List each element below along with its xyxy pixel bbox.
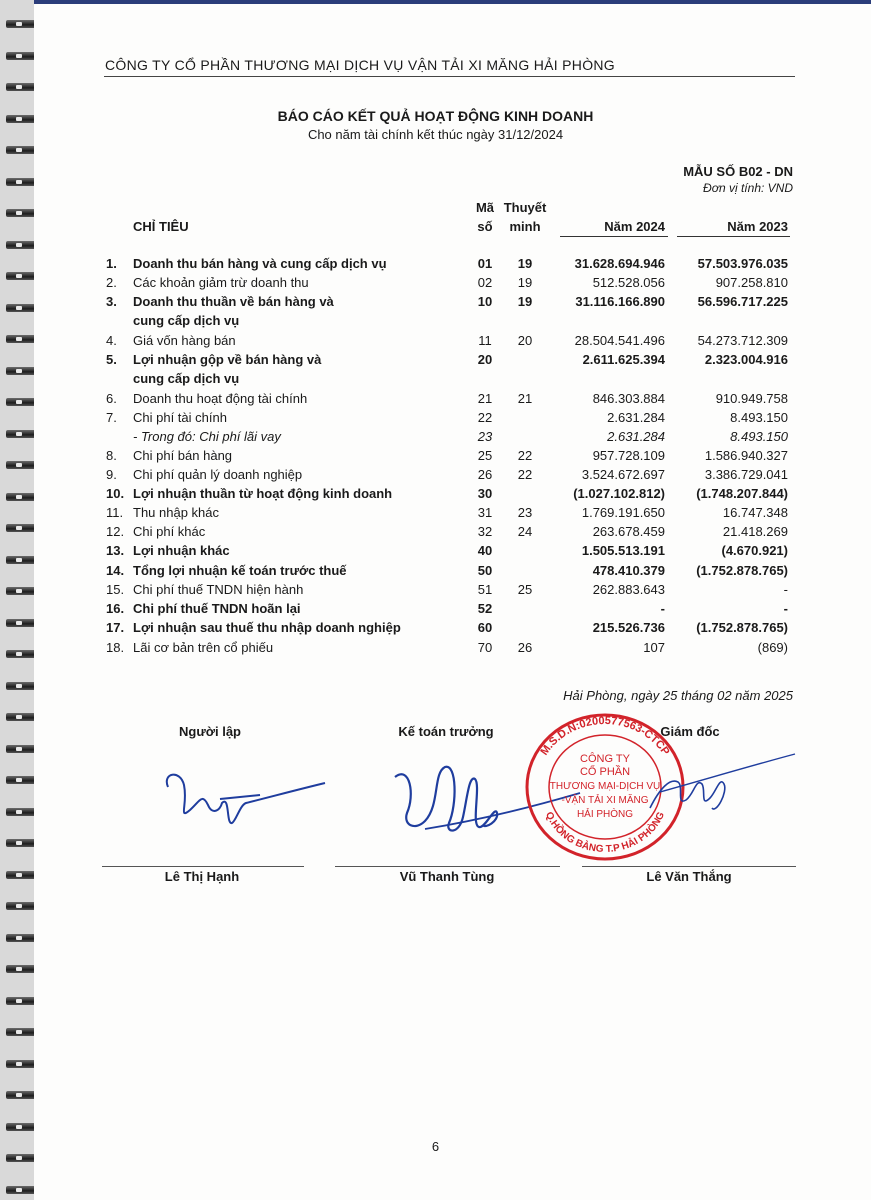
row-label: Chi phí khác bbox=[133, 524, 206, 539]
row-note: 19 bbox=[517, 256, 533, 271]
row-label: Các khoản giảm trừ doanh thu bbox=[133, 275, 309, 290]
binding-coil bbox=[6, 20, 36, 28]
row-value-2024: 263.678.459 bbox=[592, 524, 665, 539]
binding-coil bbox=[6, 776, 36, 784]
row-label: Lợi nhuận thuần từ hoạt động kinh doanh bbox=[133, 486, 393, 501]
binding-coil bbox=[6, 241, 36, 249]
table-row bbox=[0, 448, 871, 467]
row-number: 5. bbox=[106, 352, 117, 367]
row-value-2023: 1.586.940.327 bbox=[704, 448, 788, 463]
chief-accountant-name: Vũ Thanh Tùng bbox=[399, 869, 495, 884]
row-code: 70 bbox=[477, 640, 493, 655]
col-note-header-2: minh bbox=[509, 219, 541, 234]
row-note: 21 bbox=[517, 391, 533, 406]
row-code: 51 bbox=[477, 582, 493, 597]
row-code: 26 bbox=[477, 467, 493, 482]
director-signature bbox=[620, 748, 800, 828]
binding-coil bbox=[6, 1028, 36, 1036]
row-value-2023: 8.493.150 bbox=[730, 410, 788, 425]
row-number: 1. bbox=[106, 256, 117, 271]
binding-coil bbox=[6, 146, 36, 154]
col-code-header-1: Mã bbox=[475, 200, 495, 215]
binding-coil bbox=[6, 209, 36, 217]
row-code: 22 bbox=[477, 410, 493, 425]
row-label: Lợi nhuận khác bbox=[133, 543, 230, 558]
row-value-2023: (1.748.207.844) bbox=[696, 486, 788, 501]
page-number: 6 bbox=[431, 1139, 440, 1154]
row-value-2023: 2.323.004.916 bbox=[704, 352, 788, 367]
binding-coil bbox=[6, 745, 36, 753]
seal-line-3: THƯƠNG MẠI-DỊCH VỤ bbox=[549, 781, 661, 792]
row-code: 32 bbox=[477, 524, 493, 539]
binding-coil bbox=[6, 808, 36, 816]
row-number: 12. bbox=[106, 524, 125, 539]
row-code: 21 bbox=[477, 391, 493, 406]
row-code: 30 bbox=[477, 486, 493, 501]
row-number: 16. bbox=[106, 601, 125, 616]
row-value-2023: 57.503.976.035 bbox=[697, 256, 788, 271]
row-value-2023: (1.752.878.765) bbox=[696, 563, 788, 578]
report-title: BÁO CÁO KẾT QUẢ HOẠT ĐỘNG KINH DOANH bbox=[277, 108, 594, 124]
binding-coil bbox=[6, 965, 36, 973]
table-row bbox=[0, 563, 871, 582]
binding-coil bbox=[6, 52, 36, 60]
binding-coil bbox=[6, 839, 36, 847]
row-value-2023: 3.386.729.041 bbox=[704, 467, 788, 482]
row-number: 8. bbox=[106, 448, 117, 463]
row-value-2023: 56.596.717.225 bbox=[697, 294, 788, 309]
row-number: 13. bbox=[106, 543, 125, 558]
row-number: 11. bbox=[106, 505, 124, 520]
table-row bbox=[0, 410, 871, 429]
row-label-continued: cung cấp dịch vụ bbox=[133, 313, 240, 328]
binding-coil bbox=[6, 1123, 36, 1131]
col-year2023-header: Năm 2023 bbox=[727, 219, 788, 234]
table-row bbox=[0, 391, 871, 410]
binding-coil bbox=[6, 902, 36, 910]
row-label: Giá vốn hàng bán bbox=[133, 333, 236, 348]
col-code-header-2: số bbox=[477, 219, 493, 234]
row-value-2024: 3.524.672.697 bbox=[581, 467, 665, 482]
row-number: 2. bbox=[106, 275, 117, 290]
seal-line-4: -VẬN TẢI XI MĂNG bbox=[561, 795, 649, 806]
binding-coil bbox=[6, 997, 36, 1005]
binding-coil bbox=[6, 871, 36, 879]
preparer-title: Người lập bbox=[179, 724, 241, 739]
row-label: Chi phí thuế TNDN hoãn lại bbox=[133, 601, 301, 616]
row-label: Thu nhập khác bbox=[133, 505, 220, 520]
row-label: - Trong đó: Chi phí lãi vay bbox=[133, 429, 281, 444]
row-value-2023: 907.258.810 bbox=[715, 275, 788, 290]
row-note: 24 bbox=[517, 524, 533, 539]
row-number: 3. bbox=[106, 294, 117, 309]
row-label: Chi phí quản lý doanh nghiệp bbox=[133, 467, 303, 482]
row-value-2023: (1.752.878.765) bbox=[696, 620, 788, 635]
row-value-2024: 846.303.884 bbox=[592, 391, 665, 406]
table-row bbox=[0, 601, 871, 620]
row-note: 25 bbox=[517, 582, 533, 597]
binding-coil bbox=[6, 1186, 36, 1194]
row-value-2024: 31.116.166.890 bbox=[575, 294, 665, 309]
row-number: 6. bbox=[106, 391, 117, 406]
table-row bbox=[0, 467, 871, 486]
row-value-2024: 512.528.056 bbox=[592, 275, 665, 290]
binding-coil bbox=[6, 1091, 36, 1099]
row-value-2023: 21.418.269 bbox=[722, 524, 788, 539]
table-row bbox=[0, 505, 871, 524]
row-value-2023: 16.747.348 bbox=[722, 505, 788, 520]
place-date: Hải Phòng, ngày 25 tháng 02 năm 2025 bbox=[563, 688, 793, 703]
table-row bbox=[0, 620, 871, 639]
col-year2024-header: Năm 2024 bbox=[604, 219, 665, 234]
col-indicator-header: CHỈ TIÊU bbox=[133, 219, 189, 234]
binding-coil bbox=[6, 682, 36, 690]
row-label-continued: cung cấp dịch vụ bbox=[133, 371, 240, 386]
row-value-2023: (869) bbox=[757, 640, 788, 655]
company-name: CÔNG TY CỔ PHẦN THƯƠNG MẠI DỊCH VỤ VẬN TẢI XI MĂNG HẢI PHÒNG bbox=[105, 57, 615, 73]
seal-line-5: HẢI PHÒNG bbox=[576, 809, 634, 820]
col-note-header-1: Thuyết bbox=[503, 200, 547, 215]
row-note: 19 bbox=[517, 294, 533, 309]
row-note: 23 bbox=[517, 505, 533, 520]
binding-coil bbox=[6, 1060, 36, 1068]
table-row bbox=[0, 429, 871, 448]
row-number: 10. bbox=[106, 486, 125, 501]
seal-ring-top: M.S.D.N:0200577563-CTCP bbox=[538, 714, 672, 758]
report-subtitle: Cho năm tài chính kết thúc ngày 31/12/2024 bbox=[307, 127, 564, 142]
row-label: Tổng lợi nhuận kế toán trước thuế bbox=[133, 563, 347, 578]
preparer-name: Lê Thị Hạnh bbox=[164, 869, 240, 884]
table-row bbox=[0, 524, 871, 543]
row-code: 31 bbox=[477, 505, 493, 520]
row-value-2023: - bbox=[783, 582, 788, 597]
row-code: 11 bbox=[478, 333, 492, 348]
table-row bbox=[0, 333, 871, 352]
row-value-2024: - bbox=[660, 601, 665, 616]
row-value-2024: (1.027.102.812) bbox=[573, 486, 665, 501]
accountant-sign-line bbox=[335, 866, 560, 867]
row-number: 7. bbox=[106, 410, 117, 425]
row-value-2024: 107 bbox=[643, 640, 665, 655]
row-value-2023: 910.949.758 bbox=[715, 391, 788, 406]
row-label: Lợi nhuận sau thuế thu nhập doanh nghiệp bbox=[133, 620, 401, 635]
row-number: 15. bbox=[106, 582, 125, 597]
row-value-2024: 2.611.625.394 bbox=[582, 352, 665, 367]
row-value-2024: 2.631.284 bbox=[607, 429, 665, 444]
currency-unit: Đơn vị tính: VND bbox=[703, 181, 793, 195]
director-name: Lê Văn Thắng bbox=[646, 869, 732, 884]
col-year2024-rule bbox=[560, 236, 668, 237]
table-row bbox=[0, 256, 871, 275]
director-title: Giám đốc bbox=[660, 724, 720, 739]
row-code: 60 bbox=[477, 620, 493, 635]
header-rule bbox=[104, 76, 795, 77]
row-value-2023: - bbox=[783, 601, 788, 616]
row-note: 26 bbox=[517, 640, 533, 655]
row-note: 19 bbox=[517, 275, 533, 290]
table-row bbox=[0, 640, 871, 659]
seal-line-2: CỔ PHẦN bbox=[579, 766, 631, 778]
row-value-2024: 1.769.191.650 bbox=[581, 505, 665, 520]
row-label: Chi phí bán hàng bbox=[133, 448, 233, 463]
binding-coil bbox=[6, 934, 36, 942]
row-code: 20 bbox=[477, 352, 493, 367]
preparer-sign-line bbox=[102, 866, 304, 867]
row-value-2024: 957.728.109 bbox=[592, 448, 665, 463]
binding-coil bbox=[6, 1154, 36, 1162]
table-row bbox=[0, 275, 871, 294]
row-value-2024: 31.628.694.946 bbox=[574, 256, 665, 271]
seal-ring-bottom: Q.HỒNG BÀNG T.P HẢI PHÒNG bbox=[542, 810, 668, 856]
row-value-2023: (4.670.921) bbox=[721, 543, 788, 558]
row-code: 40 bbox=[477, 543, 493, 558]
row-code: 02 bbox=[477, 275, 493, 290]
row-code: 01 bbox=[477, 256, 493, 271]
row-number: 17. bbox=[106, 620, 125, 635]
row-value-2024: 2.631.284 bbox=[607, 410, 665, 425]
page-top-edge bbox=[34, 0, 871, 4]
row-label: Chi phí tài chính bbox=[133, 410, 227, 425]
row-number: 18. bbox=[106, 640, 125, 655]
table-row bbox=[0, 486, 871, 505]
row-value-2023: 8.493.150 bbox=[730, 429, 788, 444]
table-row bbox=[0, 582, 871, 601]
row-value-2024: 215.526.736 bbox=[592, 620, 665, 635]
table-row bbox=[0, 352, 871, 386]
row-label: Doanh thu bán hàng và cung cấp dịch vụ bbox=[133, 256, 387, 271]
row-note: 22 bbox=[517, 448, 533, 463]
binding-coil bbox=[6, 83, 36, 91]
row-label: Doanh thu hoạt động tài chính bbox=[133, 391, 308, 406]
row-note: 22 bbox=[517, 467, 533, 482]
preparer-signature bbox=[160, 765, 330, 835]
row-value-2024: 1.505.513.191 bbox=[581, 543, 665, 558]
row-note: 20 bbox=[517, 333, 533, 348]
row-number: 14. bbox=[106, 563, 125, 578]
row-code: 25 bbox=[477, 448, 493, 463]
table-row bbox=[0, 294, 871, 328]
chief-accountant-title: Kế toán trưởng bbox=[398, 724, 494, 739]
row-code: 23 bbox=[477, 429, 493, 444]
row-number: 9. bbox=[106, 467, 117, 482]
row-label: Doanh thu thuần về bán hàng và bbox=[133, 294, 334, 309]
col-year2023-rule bbox=[677, 236, 790, 237]
row-number: 4. bbox=[106, 333, 117, 348]
row-value-2023: 54.273.712.309 bbox=[697, 333, 788, 348]
row-value-2024: 28.504.541.496 bbox=[574, 333, 665, 348]
director-sign-line bbox=[582, 866, 796, 867]
row-label: Lãi cơ bản trên cổ phiếu bbox=[133, 640, 274, 655]
binding-coil bbox=[6, 178, 36, 186]
row-code: 10 bbox=[477, 294, 493, 309]
table-row bbox=[0, 543, 871, 562]
row-label: Lợi nhuận gộp về bán hàng và bbox=[133, 352, 322, 367]
row-value-2024: 262.883.643 bbox=[592, 582, 665, 597]
binding-coil bbox=[6, 713, 36, 721]
row-code: 52 bbox=[477, 601, 493, 616]
row-label: Chi phí thuế TNDN hiện hành bbox=[133, 582, 304, 597]
row-code: 50 bbox=[477, 563, 493, 578]
seal-line-1: CÔNG TY bbox=[580, 753, 630, 765]
form-number: MẪU SỐ B02 - DN bbox=[683, 164, 793, 179]
row-value-2024: 478.410.379 bbox=[592, 563, 665, 578]
